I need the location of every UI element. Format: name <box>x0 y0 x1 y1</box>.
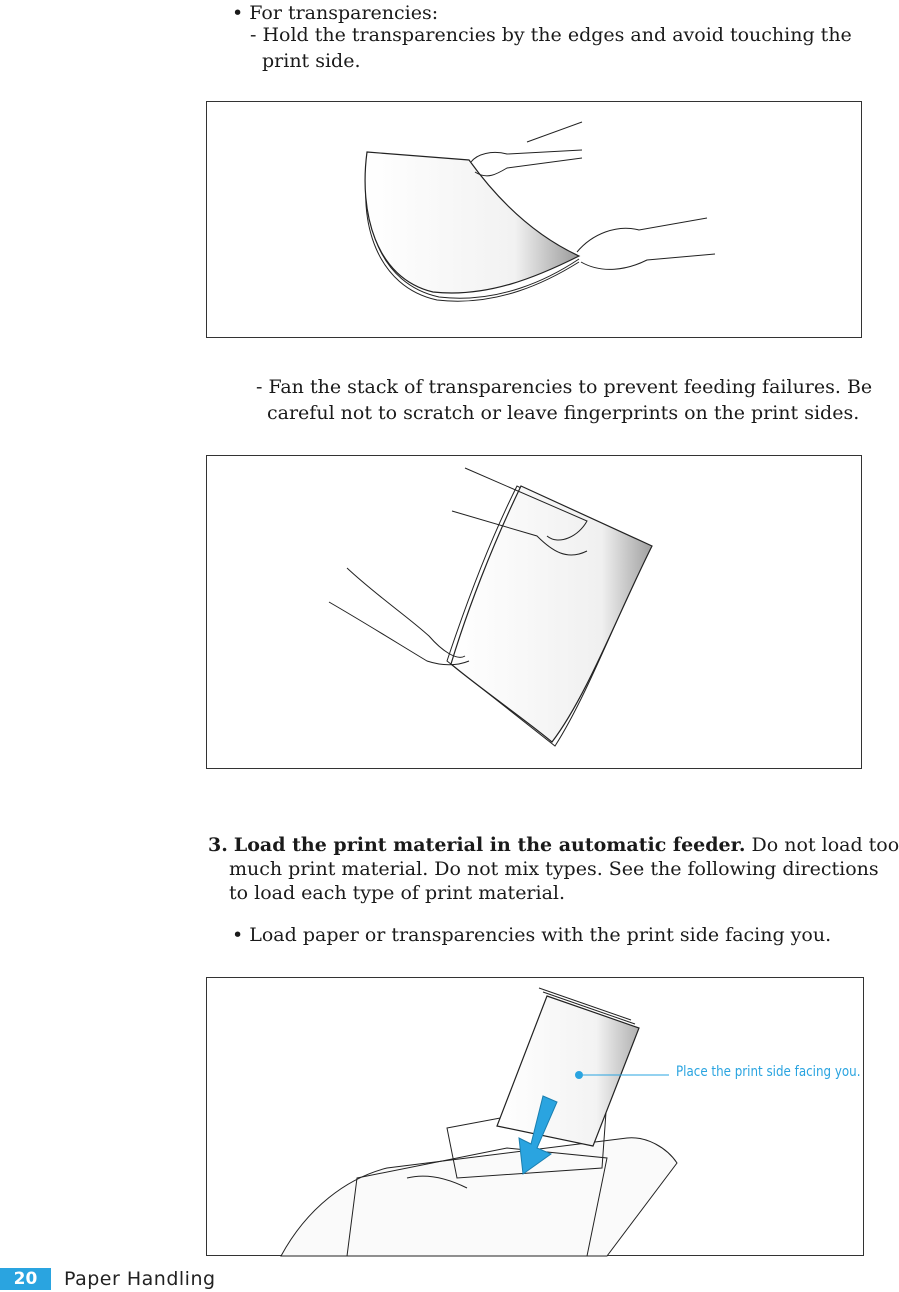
figure-load-paper <box>206 977 864 1256</box>
print-side-callout: Place the print side facing you. <box>676 1064 861 1080</box>
step3-bold-instruction: Load the print material in the automatic feeder. <box>233 834 746 856</box>
transparencies-heading: • For transparencies: <box>232 2 439 24</box>
page-number: 20 <box>0 1268 51 1290</box>
step3-number: 3. <box>208 834 228 856</box>
step3-line3: to load each type of print material. <box>229 882 566 904</box>
fan-instruction-line1: - Fan the stack of transparencies to prevent feeding failures. Be <box>256 376 873 398</box>
callout-dot <box>575 1071 583 1079</box>
section-title: Paper Handling <box>64 1268 216 1290</box>
figure-hold-transparency <box>206 101 862 338</box>
fan-transparencies-illustration <box>207 456 863 770</box>
step3-rest-line1: Do not load too <box>745 834 899 856</box>
figure-fan-transparencies <box>206 455 862 769</box>
hold-transparency-illustration <box>207 102 863 339</box>
load-paper-illustration <box>207 978 865 1257</box>
hold-instruction-line2: print side. <box>262 50 361 72</box>
step3-bullet: • Load paper or transparencies with the print side facing you. <box>232 924 832 946</box>
fan-instruction-line2: careful not to scratch or leave fingerprints on the print sides. <box>267 402 860 424</box>
step3-line2: much print material. Do not mix types. See the following directions <box>229 858 879 880</box>
hold-instruction-line1: - Hold the transparencies by the edges and avoid touching the <box>250 24 852 46</box>
step3-line1 <box>208 832 899 859</box>
